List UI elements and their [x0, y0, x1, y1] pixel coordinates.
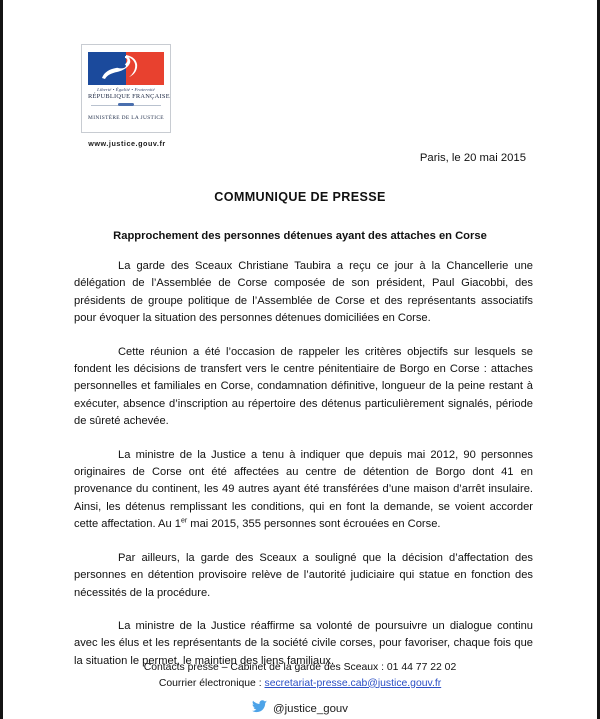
- logo-box: [81, 44, 171, 133]
- paragraph-3: [74, 447, 533, 534]
- paragraph-3-text-before: La ministre de la Justice a tenu à indiquer que depuis mai 2012, 90 personnes originaires de Corse ont été affectées au centre de détention de Borgo dont 41 en provenance du continent, les 49 autres ayant été transférées d’une maison d’arrêt insulaire. Ainsi, les détenus remplissant les conditions, qui en font la demande, se voient accorder cette affectation. Au 1: [74, 448, 533, 531]
- paragraph-5: La ministre de la Justice réaffirme sa volonté de poursuivre un dialogue continu avec les élus et les représentants de la société civile corses, pour favoriser, chaque fois que la situation le permet, le maintien des liens familiaux.: [74, 619, 533, 667]
- paragraph-2: Cette réunion a été l’occasion de rappeler les critères objectifs sur lesquels se fondent les décisions de transfert vers le centre pénitentiaire de Borgo en Corse : attaches personnelles et familiales en Corse, condamnation définitive, longueur de la peine restant à exécuter, absence d’inscription au répertoire des détenus particulièrement signalés, période de sûreté achevée.: [74, 345, 533, 428]
- ordinal-superscript: er: [180, 517, 188, 525]
- paragraph-4: Par ailleurs, la garde des Sceaux a souligné que la décision d’affectation des personnes en détention provisoire relève de l’autorité judiciaire qui statue en fonction des nécessités de la procédure.: [74, 551, 533, 599]
- logo-devise: Liberté • Égalité • Fraternité: [97, 87, 155, 92]
- logo-republic: RÉPUBLIQUE FRANÇAISE: [88, 93, 170, 100]
- logo-website-url: www.justice.gouv.fr: [88, 139, 166, 148]
- dateline: Paris, le 20 mai 2015: [419, 152, 526, 164]
- press-contact-line: Contacts presse – Cabinet de la garde des Sceaux : 01 44 77 22 02: [143, 662, 457, 673]
- french-flag-marianne-icon: [88, 52, 164, 85]
- press-email-link[interactable]: secretariat-presse.cab@justice.gouv.fr: [264, 677, 442, 689]
- twitter-handle[interactable]: @justice_gouv: [273, 703, 348, 715]
- email-label: Courrier électronique :: [158, 677, 265, 689]
- ministry-logo: [81, 44, 173, 148]
- twitter-bird-icon: [252, 700, 267, 718]
- email-line: [3, 676, 597, 692]
- marianne-profile-icon: [88, 52, 164, 85]
- footer: [3, 660, 597, 718]
- logo-ministry: MINISTÈRE DE LA JUSTICE: [88, 115, 164, 121]
- page-subtitle: Rapprochement des personnes détenues ayant des attaches en Corse: [113, 230, 487, 242]
- logo-divider: [91, 105, 161, 106]
- document-body: [74, 258, 533, 686]
- twitter-row[interactable]: [3, 700, 597, 718]
- paragraph-3-text-after: mai 2015, 355 personnes sont écrouées en Corse.: [187, 518, 441, 531]
- paragraph-1: La garde des Sceaux Christiane Taubira a reçu ce jour à la Chancellerie une délégation de l’Assemblée de Corse composée de son président, Paul Giacobbi, des présidents de groupe politique de l’Assemblée de Corse et des représentants associatifs pour évoquer la situation des personnes détenues domiciliées en Corse.: [74, 260, 533, 325]
- page-title: COMMUNIQUE DE PRESSE: [214, 190, 386, 204]
